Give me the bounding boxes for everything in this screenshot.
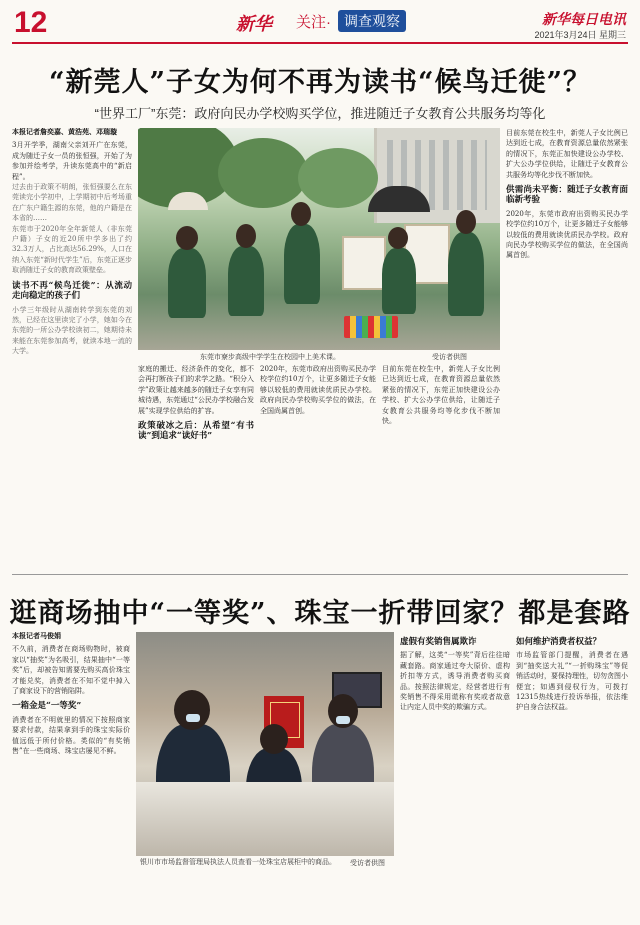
tree-shape	[218, 138, 308, 208]
paper-date: 2021年3月24日 星期三	[534, 30, 626, 40]
article1-photo-credit: 受访者供图	[432, 354, 467, 361]
article-divider	[12, 574, 628, 575]
article2-photo-caption: 银川市市场监督管理局执法人员查看一处珠宝店展柜中的商品。	[140, 859, 336, 866]
article1-subheadline: “世界工厂”东莞：政府向民办学校购买学位，推进随迁子女教育公共服务均等化	[94, 106, 546, 121]
page-number: 12	[14, 6, 48, 39]
article1-column-2	[138, 364, 254, 570]
student-figure	[388, 227, 408, 249]
article1-paragraph: 2020年，东莞市政府出资购买民办学校学位约10万个，让更多随迁子女能够以较低的费用就读优质民办学校。政府向民办学校购买学位的做法，在全国尚属首创。	[260, 365, 376, 415]
student-figure	[382, 248, 416, 314]
paper-name: 新华每日电讯	[542, 12, 626, 28]
student-figure	[291, 202, 311, 226]
article1-subhead-1: 读书不再“候鸟迁徙”：从流动走向稳定的孩子们	[12, 280, 132, 302]
student-figure	[228, 246, 264, 316]
article2-column-4	[400, 632, 510, 916]
header-rule	[12, 42, 628, 44]
jewelry-counter	[136, 782, 394, 856]
article1-headline: “新莞人”子女为何不再为读书“候鸟迁徙”？	[48, 67, 592, 98]
article1-lead: 3月开学季，湖南父亲刘开广在东莞，成为随迁子女一员的张恒强，开始了为参加并绘考学，升读东莞高中的“新启程”。	[12, 141, 132, 181]
article1-paragraph: 东莞市于2020年全年新莞人（非东莞户籍）子女的近20所中学多出了约32.3万人，占比高达56.29%，人口在纳入东莞“新时代学生”后，东莞正逐步取消随迁子女的教育政策壁垒。	[12, 224, 132, 275]
article2-column-1	[12, 632, 130, 916]
mask-shape	[186, 714, 200, 722]
article1-column-1	[12, 128, 132, 570]
article1-photo	[138, 128, 500, 350]
article2-headline: 逛商场抽中“一等奖”、珠宝一折带回家？都是套路	[9, 598, 631, 629]
article2-paragraph: 据了解，这类“一等奖”背后往往暗藏套路。商家通过夸大原价、虚构折扣等方式，诱导消费者购买商品。按照法律规定，经营者进行有奖销售不得采用谎称有奖或者故意让内定人员中奖的欺骗方式。	[400, 651, 510, 712]
article1-byline: 本报记者詹奕嘉、黄浩苑、邓瑞璇	[12, 129, 117, 136]
masthead	[0, 0, 640, 44]
section-logo: 新华	[236, 14, 272, 35]
section-badge: 调查观察	[338, 10, 406, 32]
article1-paragraph: 2020年，东莞市政府出资购买民办学校学位约10万个，让更多随迁子女能够以较低的费用就读优质民办学校。政府向民办学校购买学位的做法，在全国尚属首创。	[506, 209, 628, 260]
easel-shape	[342, 236, 386, 290]
student-figure	[176, 226, 198, 250]
article2-paragraph: 市场监管部门提醒，消费者在遇到“抽奖送大礼”“一折购珠宝”等促销活动时，要保持理性，切勿贪图小便宜；如遇到侵权行为，可拨打12315热线进行投诉举报，依法维护自身合法权益。	[516, 651, 628, 712]
paint-palette	[344, 316, 398, 338]
article1-paragraph: 小学三年级时从湖南转学到东莞的刘然，已经在这里读完了小学，她如今在东莞的一所公办学校读初二，她期待未来能在东莞参加高考，就读本地一流的大学。	[12, 305, 132, 356]
inspector-figure	[260, 724, 288, 754]
article1-column-3	[260, 364, 376, 570]
article2-paragraph: 不久前，消费者在商场购物时，被商家以“抽奖”为名吸引，结果抽中“一等奖”后，却被告知需要先购买高价珠宝才能兑奖，消费者在不知不觉中掉入了商家设下的营销陷阱。	[12, 645, 130, 696]
article1-column-4	[382, 364, 500, 570]
article1-subhead-3: 政策破冰之后：从希望“有书读”到追求“读好书”	[138, 421, 254, 442]
inspector-figure	[174, 690, 210, 730]
student-figure	[168, 248, 206, 318]
article2-subhead-2: 虚假有奖销售属欺诈	[400, 637, 477, 647]
student-figure	[236, 224, 256, 248]
article2-paragraph: 消费者在不明就里的情况下按照商家要求付款，结果拿到手的珠宝实际价值远低于所付价格。类似的“有奖销售”在一些商场、珠宝店屡见不鲜。	[12, 715, 130, 756]
article1-paragraph: 目前东莞在校生中，新莞人子女比例已达到近七成，在教育资源总量依然紧张的情况下，东莞正加快建设公办学校、扩大公办学位供给，让随迁子女教育公共服务均等化步伐不断加快。	[382, 365, 500, 426]
article2-subhead-3: 如何维护消费者权益？	[516, 637, 602, 647]
student-figure	[448, 232, 484, 316]
mask-shape	[336, 716, 350, 724]
tree-shape	[298, 148, 378, 208]
section-tag: 关注·	[296, 14, 331, 31]
article1-column-5	[506, 128, 628, 570]
article1-paragraph: 过去由于政策不明朗，张恒强要么在东莞读完小学初中，上学期初中后考场重在广东户籍生源的东莞，他的户籍是在本省的……	[12, 183, 132, 223]
article2-photo	[136, 632, 394, 856]
article2-photo-credit: 受访者供图	[350, 860, 385, 867]
article2-subhead-1: 一箱金是“一等奖”	[12, 701, 82, 712]
student-figure	[284, 224, 320, 304]
article1-paragraph: 家庭的搬迁、经济条件的变化，都不会再打断孩子们的求学之路。“积分入学”政策让越来越多的随迁子女享有同城待遇，东莞通过“公民办学校融合发展”实现学位供给的扩容。	[138, 365, 254, 415]
article1-subhead-2: 供需尚未平衡：随迁子女教育面临新考验	[506, 185, 628, 206]
article1-photo-caption: 东莞市寮步高级中学学生在校园中上美术课。	[200, 354, 340, 361]
article2-byline: 本报记者马俊娟	[12, 633, 61, 640]
article2-column-5	[516, 632, 628, 916]
student-figure	[456, 210, 476, 234]
article1-paragraph: 目前东莞在校生中，新莞人子女比例已达到近七成，在教育资源总量依然紧张的情况下，东莞正加快建设公办学校、扩大公办学位供给，让随迁子女教育公共服务均等化步伐不断加快。	[506, 129, 628, 179]
